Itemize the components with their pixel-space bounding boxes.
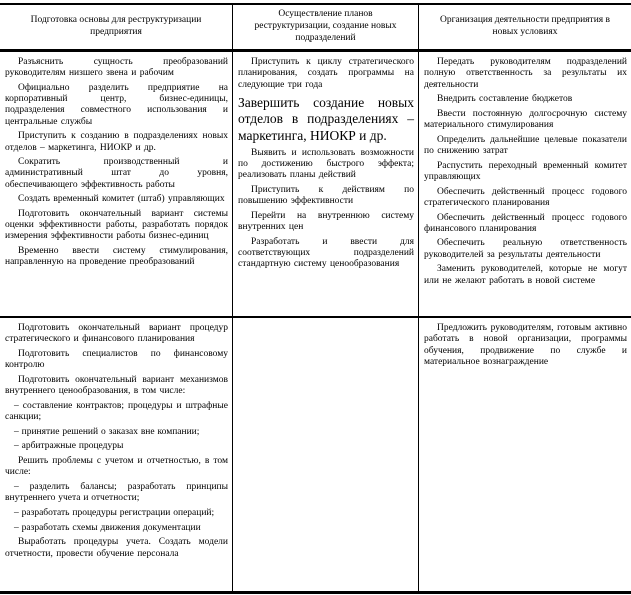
paragraph: Решить проблемы с учетом и отчетностью, в том числе: [5,456,228,478]
paragraph: – принятие решений о заказах вне компании; [14,426,200,437]
paragraph: – разработать схемы движения документации [14,522,201,533]
paragraph: Разработать и ввести для соответствующих подразделений стандартную систему ценообразования [238,236,414,269]
column-header-organization: Организация деятельности предприятия в новых условиях [418,5,631,49]
paragraph: Сократить производственный и административный штат до уровня, обеспечивающего эффективность работы [5,157,228,190]
paragraph: Приступить к действиям по повышению эффективности [238,184,414,206]
restructuring-phases-table [0,3,631,594]
table-body-row-1 [0,52,631,318]
column-header-preparation: Подготовка основы для реструктуризации предприятия [30,14,202,37]
cell-row1-organization [418,52,631,316]
paragraph: Завершить создание новых отделов в подразделениях – маркетинга, НИОКР и др. [238,94,414,143]
cell-row2-organization [418,318,631,591]
paragraph: Заменить руководителей, которые не могут или не желают работать в новой системе [424,264,627,286]
paragraph: Обеспечить реальную ответственность руководителей за результаты деятельности [424,238,627,260]
paragraph: Разъяснить сущность преобразований руководителям низшего звена и рабочим [5,57,228,79]
paragraph: Подготовить окончательный вариант системы оценки эффективности работы, разработать порядок измерения эффективности работы бизнес-единиц [5,209,228,242]
paragraph: Приступить к циклу стратегического планирования, создать программы на следующие три года [238,57,414,90]
paragraph: Перейти на внутреннюю систему внутренних цен [238,210,414,232]
paragraph: Выявить и использовать возможности по достижению быстрого эффекта; реализовать планы действий [238,147,414,181]
table-body-row-2 [0,318,631,594]
paragraph: Ввести постоянную долгосрочную систему материального стимулирования [424,108,627,131]
cell-row2-preparation [0,318,232,591]
paragraph: Выработать процедуры учета. Создать модели отчетности, провести обучение персонала [5,537,228,559]
paragraph: – арбитражные процедуры [14,441,124,452]
paragraph: Передать руководителям подразделений полную ответственность за результаты их деятельности [424,57,627,90]
paragraph: – разделить балансы; разработать принципы внутреннего учета и отчетности; [5,482,228,504]
paragraph: – составление контрактов; процедуры и штрафные санкции; [5,400,228,423]
paragraph: Приступить к созданию в подразделениях новых отделов – маркетинга, НИОКР и др. [5,131,228,153]
column-header-implementation: Осуществление планов реструктуризации, создание новых подразделений [232,5,418,49]
paragraph: Подготовить окончательный вариант механизмов внутреннего ценообразования, в том числе: [5,374,228,397]
table-header-row [0,3,631,52]
paragraph: Подготовить специалистов по финансовому контролю [5,349,228,371]
paragraph: Подготовить окончательный вариант процедур стратегического и финансового планирования [5,323,228,345]
paragraph: Создать временный комитет (штаб) управляющих [18,194,225,205]
paragraph: Временно ввести систему стимулирования, направленную на проведение преобразований [5,246,228,268]
paragraph: Обеспечить действенный процесс годового финансового планирования [424,212,627,234]
paragraph: Внедрить составление бюджетов [437,94,573,105]
paragraph: Определить дальнейшие целевые показатели по снижению затрат [424,134,627,157]
paragraph: Официально разделить предприятие на корпоративный центр, бизнес-единицы, подразделения совместного использования и центральные службы [5,83,228,127]
paragraph: – разработать процедуры регистрации операций; [14,507,215,518]
paragraph: Распустить переходный временный комитет управляющих [424,160,627,182]
paragraph: Обеспечить действенный процесс годового стратегического планирования [424,186,627,208]
cell-row2-implementation [232,318,418,591]
cell-row1-preparation [0,52,232,316]
cell-row1-implementation [232,52,418,316]
paragraph: Предложить руководителям, готовым активно работать в новой организации, программы обучения, продвижение по службе и материальное вознаграждение [424,323,627,367]
